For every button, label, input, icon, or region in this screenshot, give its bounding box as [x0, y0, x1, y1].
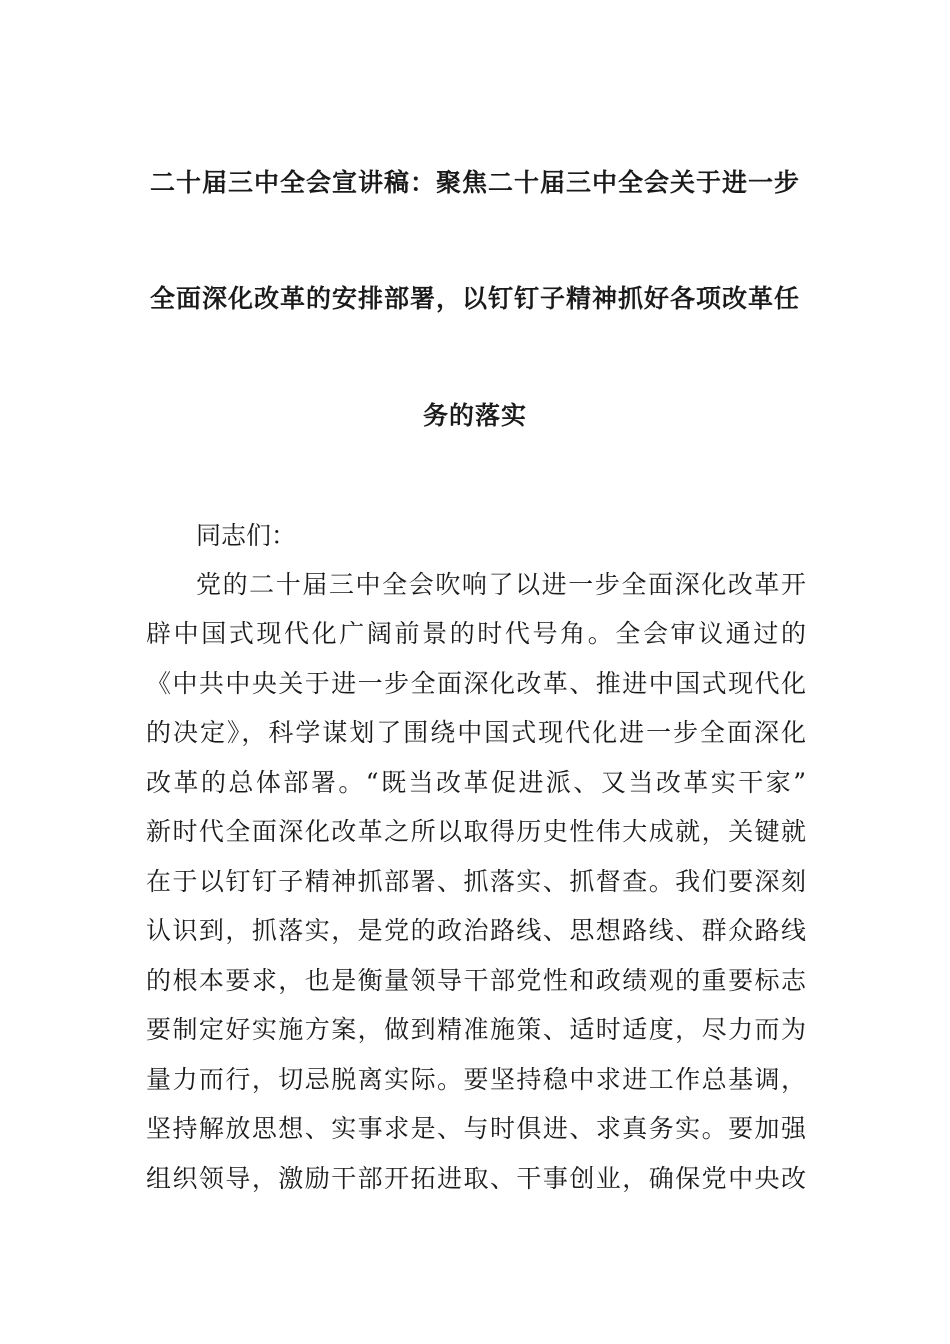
paragraph-line: 党的二十届三中全会吹响了以进一步全面深化改革开 [196, 570, 806, 599]
paragraph-line: 坚持解放思想、实事求是、与时俱进、求真务实。要加强 [146, 1114, 806, 1143]
paragraph-line: 量力而行，切忌脱离实际。要坚持稳中求进工作总基调， [146, 1065, 806, 1094]
salutation: 同志们： [196, 521, 297, 550]
paragraph-line: 《中共中央关于进一步全面深化改革、推进中国式现代化 [146, 669, 806, 698]
document-title-line-1: 二十届三中全会宣讲稿：聚焦二十届三中全会关于进一步 [149, 168, 800, 197]
paragraph-line: 认识到，抓落实，是党的政治路线、思想路线、群众路线 [146, 916, 806, 945]
paragraph-line: 改革的总体部署。“既当改革促进派、又当改革实干家” [146, 768, 806, 797]
paragraph-line: 新时代全面深化改革之所以取得历史性伟大成就，关键就 [146, 817, 806, 846]
paragraph-line: 在于以钉钉子精神抓部署、抓落实、抓督查。我们要深刻 [146, 867, 806, 896]
document-title-line-3: 务的落实 [422, 401, 527, 430]
paragraph-line: 要制定好实施方案，做到精准施策、适时适度，尽力而为 [146, 1015, 806, 1044]
document-title-line-2: 全面深化改革的安排部署，以钉钉子精神抓好各项改革任 [149, 284, 800, 313]
paragraph-line: 组织领导，激励干部开拓进取、干事创业，确保党中央改 [146, 1164, 806, 1193]
paragraph-line: 的决定》，科学谋划了围绕中国式现代化进一步全面深化 [146, 718, 806, 747]
paragraph-line: 辟中国式现代化广阔前景的时代号角。全会审议通过的 [146, 619, 806, 648]
paragraph-line: 的根本要求，也是衡量领导干部党性和政绩观的重要标志 [146, 966, 806, 995]
